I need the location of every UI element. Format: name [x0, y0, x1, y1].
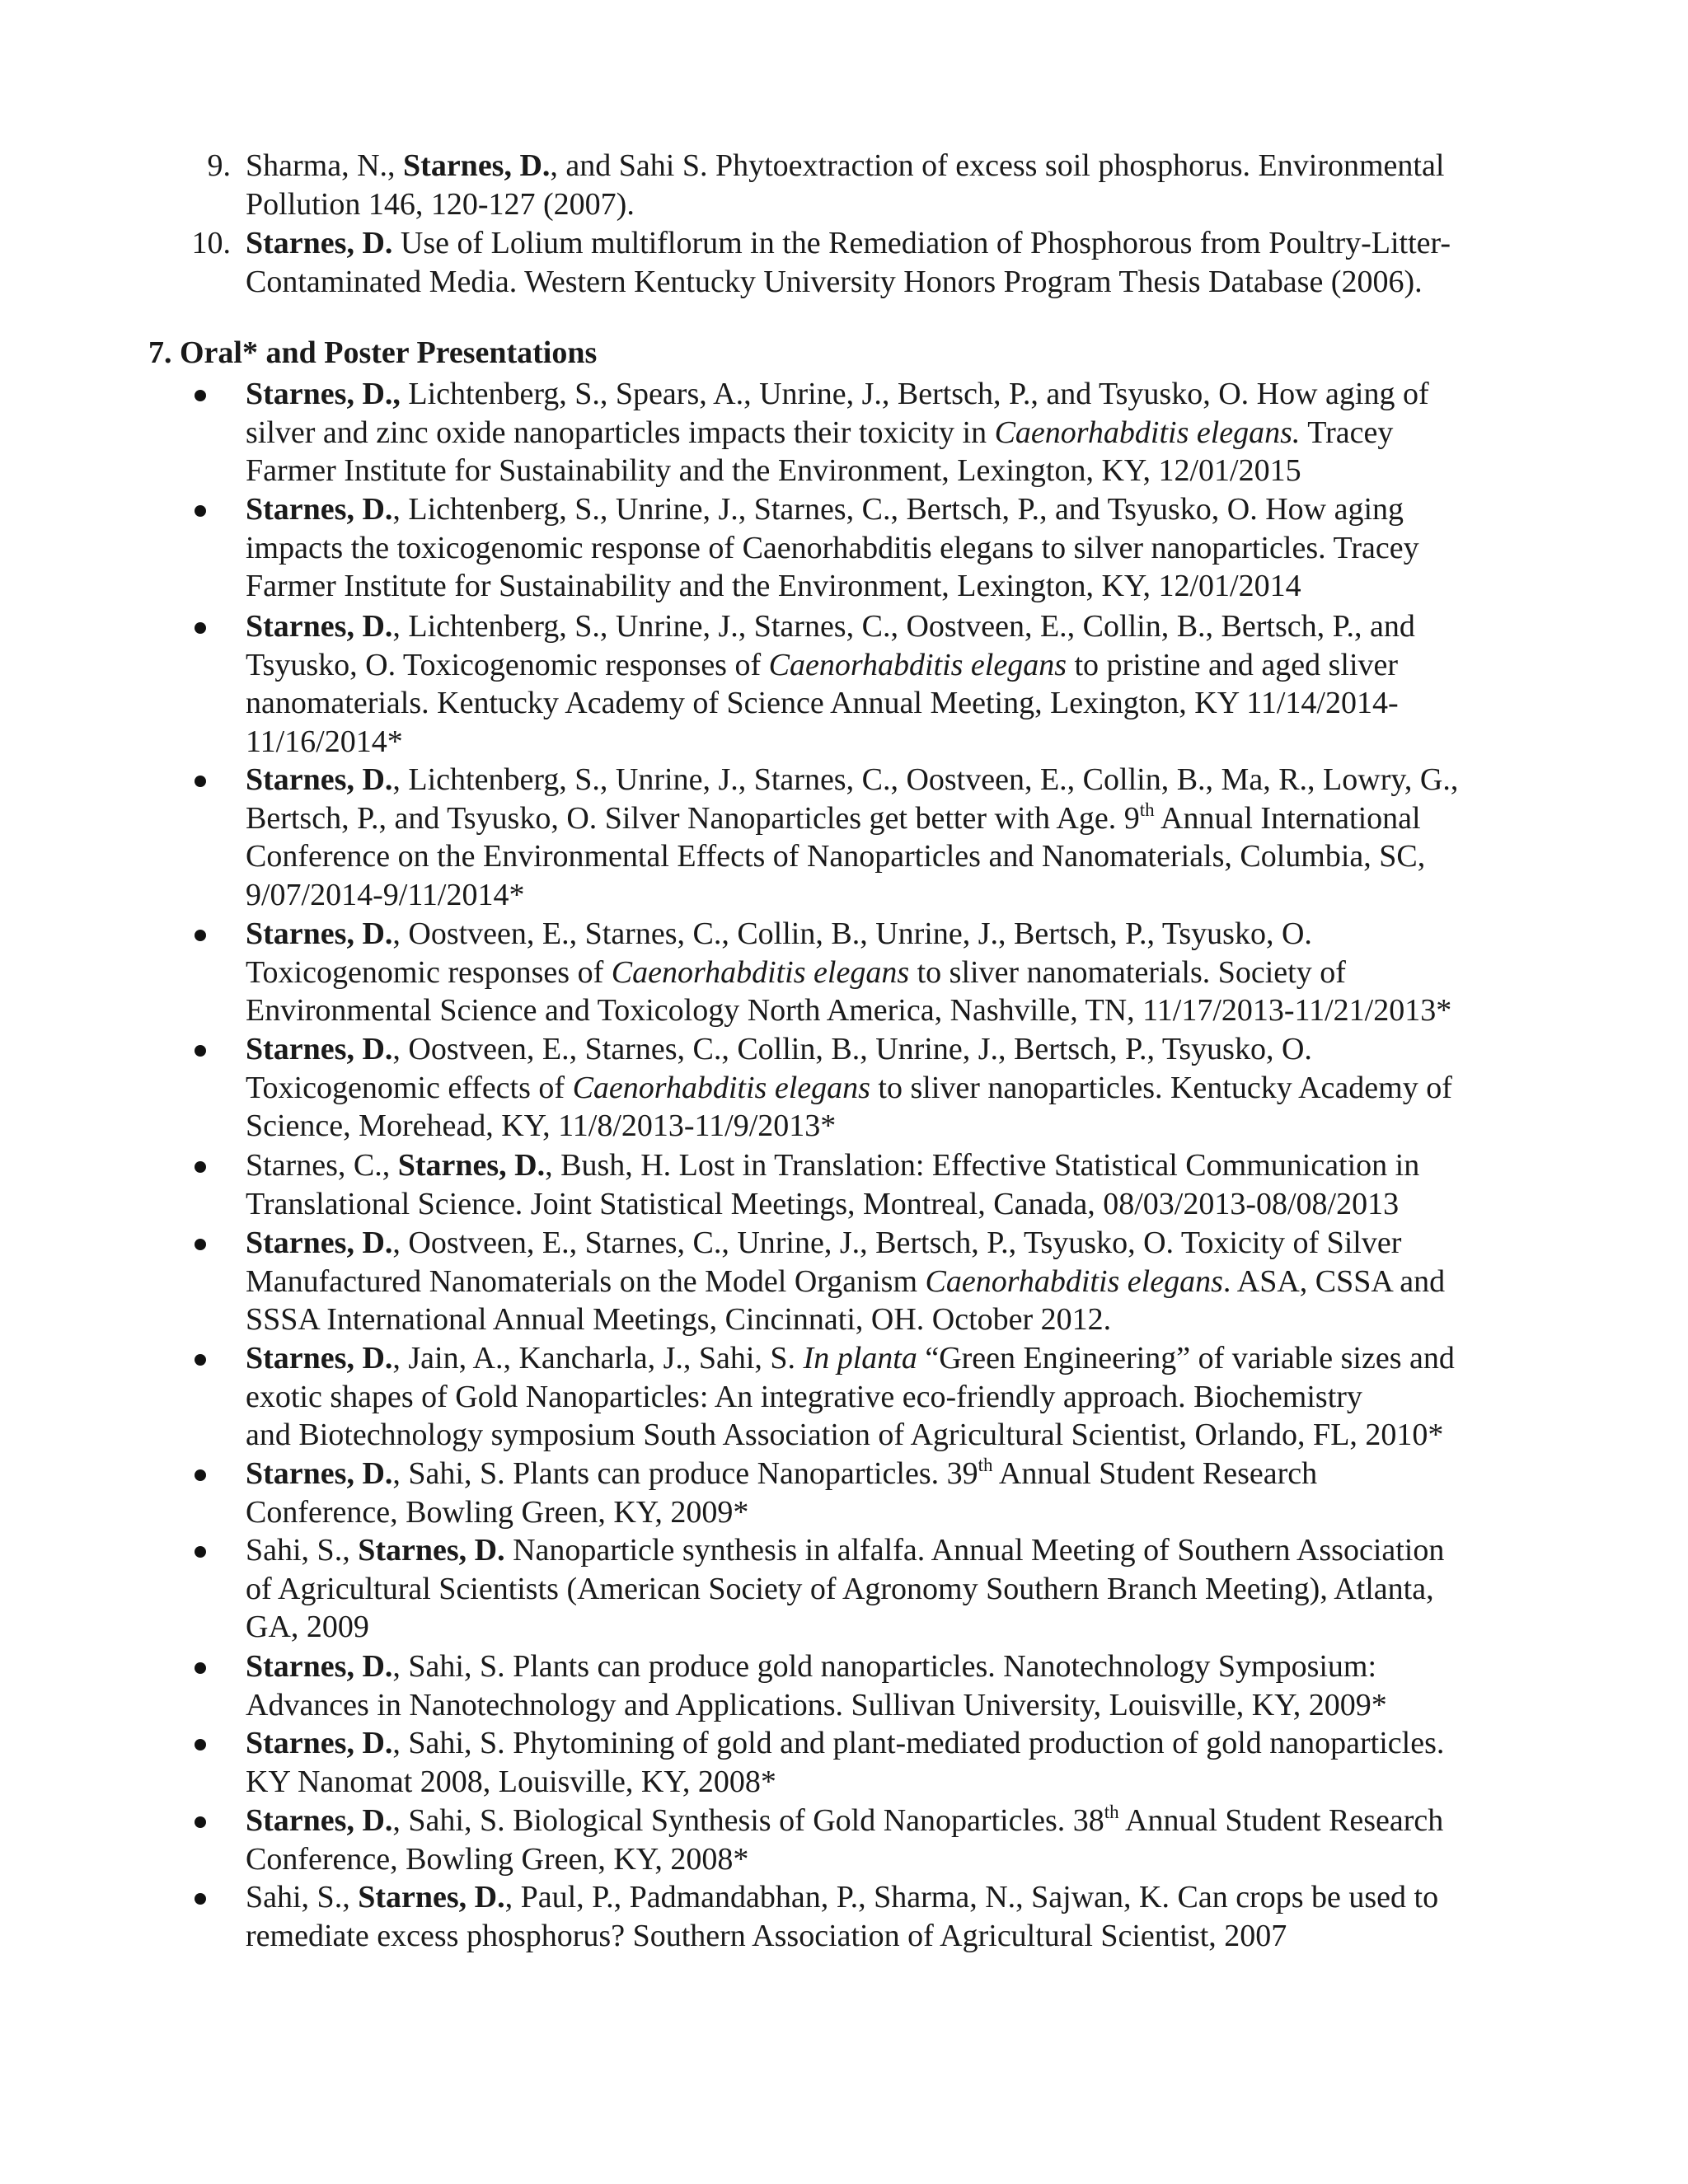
author-highlight: Starnes, D. — [246, 1341, 393, 1376]
publication-entry — [246, 224, 1531, 301]
text-line — [246, 1339, 1531, 1378]
bullet-icon — [195, 1354, 206, 1366]
superscript: th — [1104, 1802, 1119, 1822]
bullet-icon — [195, 1893, 206, 1905]
italic-text: Caenorhabditis elegans — [572, 1070, 870, 1105]
text-line — [246, 1802, 1531, 1840]
author-highlight: Starnes, D. — [246, 492, 393, 527]
text-segment: SSSA International Annual Meetings, Cincinnati, OH. October 2012. — [246, 1302, 1112, 1337]
text-segment: KY Nanomat 2008, Louisville, KY, 2008* — [246, 1764, 776, 1799]
presentation-entry — [246, 607, 1531, 761]
text-segment: to sliver nanomaterials. Society of — [909, 954, 1346, 990]
text-segment: , Lichtenberg, S., Unrine, J., Starnes, C., Oostveen, E., Collin, B., Bertsch, P., and — [392, 609, 1415, 644]
text-line — [246, 1763, 1531, 1802]
text-line — [246, 1570, 1531, 1609]
text-line — [246, 607, 1531, 646]
text-line — [246, 490, 1531, 529]
bullet-icon — [195, 1161, 206, 1173]
text-segment: and Biotechnology symposium South Association of Agricultural Scientist, Orlando, FL, 2010* — [246, 1418, 1444, 1452]
text-segment: Nanoparticle synthesis in alfalfa. Annual Meeting of Southern Association — [504, 1533, 1445, 1568]
text-line — [246, 263, 1531, 302]
presentation-entry — [246, 1455, 1531, 1531]
text-line — [246, 1531, 1531, 1570]
text-line — [246, 452, 1531, 490]
author-highlight: Starnes, D. — [246, 226, 393, 260]
text-line — [246, 954, 1531, 992]
text-segment: Science, Morehead, KY, 11/8/2013-11/9/2013* — [246, 1108, 837, 1143]
bullet-icon — [195, 776, 206, 787]
text-segment: Advances in Nanotechnology and Applications. Sullivan University, Louisville, KY, 2009* — [246, 1687, 1387, 1722]
text-line — [246, 876, 1531, 915]
superscript: th — [1139, 799, 1155, 820]
text-line — [246, 1416, 1531, 1455]
text-line — [246, 1840, 1531, 1879]
text-segment: Toxicogenomic effects of — [246, 1070, 573, 1105]
text-line — [246, 1224, 1531, 1263]
text-segment: Farmer Institute for Sustainability and the Environment, Lexington, KY, 12/01/2015 — [246, 453, 1301, 488]
presentation-entry — [246, 915, 1531, 1030]
text-segment: , Jain, A., Kancharla, J., Sahi, S. — [392, 1341, 804, 1376]
presentation-entry — [246, 1802, 1531, 1878]
author-highlight: Starnes, D. — [246, 1649, 393, 1684]
text-segment: , Lichtenberg, S., Unrine, J., Starnes, C., Oostveen, E., Collin, B., Ma, R., Lowry, G., — [392, 762, 1459, 797]
text-line — [246, 1185, 1531, 1224]
text-segment: , and Sahi S. Phytoextraction of excess soil phosphorus. Environmental — [550, 148, 1445, 183]
text-segment: Lichtenberg, S., Spears, A., Unrine, J., Bertsch, P., and Tsyusko, O. How aging of — [400, 377, 1429, 411]
text-segment: , Oostveen, E., Starnes, C., Collin, B., Unrine, J., Bertsch, P., Tsyusko, O. — [392, 916, 1312, 951]
text-line — [246, 991, 1531, 1030]
author-highlight: Starnes, D. — [246, 916, 393, 951]
text-segment: , Sahi, S. Biological Synthesis of Gold Nanoparticles. 38 — [392, 1803, 1104, 1838]
text-segment: Contaminated Media. Western Kentucky University Honors Program Thesis Database (2006). — [246, 264, 1423, 299]
text-segment: Annual Student Research — [992, 1456, 1318, 1491]
text-segment: Annual International — [1154, 800, 1421, 836]
author-highlight: Starnes, D. — [358, 1533, 505, 1568]
publication-number: 10. — [191, 226, 231, 260]
italic-text: Caenorhabditis elegans. — [994, 415, 1301, 450]
author-highlight: Starnes, D. — [397, 1148, 546, 1183]
text-segment: 9/07/2014-9/11/2014* — [246, 877, 525, 912]
text-segment: , Sahi, S. Plants can produce Nanoparticles. 39 — [392, 1456, 978, 1491]
author-highlight: Starnes, D. — [246, 1032, 393, 1066]
text-segment: . ASA, CSSA and — [1222, 1263, 1446, 1299]
text-line — [246, 646, 1531, 685]
bullet-icon — [195, 1546, 206, 1558]
bullet-icon — [195, 622, 206, 634]
text-line — [246, 723, 1531, 762]
text-line — [246, 1878, 1531, 1917]
text-segment: Conference on the Environmental Effects of Nanoparticles and Nanomaterials, Columbia, SC, — [246, 839, 1426, 874]
text-line — [246, 1724, 1531, 1763]
text-line — [246, 414, 1531, 452]
text-segment: Bertsch, P., and Tsyusko, O. Silver Nanoparticles get better with Age. 9 — [246, 800, 1140, 836]
text-segment: “Green Engineering” of variable sizes and — [917, 1341, 1455, 1376]
text-line — [246, 185, 1531, 224]
bullet-icon — [195, 1045, 206, 1057]
text-line — [246, 799, 1531, 838]
text-segment: Sahi, S., — [246, 1533, 359, 1568]
italic-text: Caenorhabditis elegans — [925, 1263, 1223, 1299]
text-line — [246, 1263, 1531, 1301]
author-highlight: Starnes, D. — [358, 1880, 505, 1915]
text-segment: Pollution 146, 120-127 (2007). — [246, 186, 635, 222]
author-highlight: Starnes, D. — [246, 1726, 393, 1760]
text-segment: Annual Student Research — [1118, 1803, 1444, 1838]
text-segment: impacts the toxicogenomic response of Caenorhabditis elegans to silver nanoparticles. Tracey — [246, 530, 1419, 565]
bullet-icon — [195, 1739, 206, 1750]
text-line — [246, 1493, 1531, 1532]
text-segment: , Oostveen, E., Starnes, C., Unrine, J., Bertsch, P., Tsyusko, O. Toxicity of Silver — [392, 1226, 1402, 1260]
text-segment: 11/16/2014* — [246, 724, 403, 759]
text-segment: Manufactured Nanomaterials on the Model Organism — [246, 1263, 926, 1299]
author-highlight: Starnes, D. — [246, 762, 393, 797]
text-segment: Starnes, C., — [246, 1148, 398, 1183]
text-line — [246, 1069, 1531, 1108]
text-line — [246, 1146, 1531, 1185]
bullet-icon — [195, 1816, 206, 1828]
text-line — [246, 684, 1531, 723]
text-segment: Translational Science. Joint Statistical Meetings, Montreal, Canada, 08/03/2013-08/08/2013 — [246, 1186, 1400, 1221]
presentation-entry — [246, 761, 1531, 914]
author-highlight: Starnes, D. — [403, 148, 551, 183]
bullet-icon — [195, 1662, 206, 1674]
presentation-entry — [246, 1531, 1531, 1647]
text-line — [246, 375, 1531, 414]
bullet-icon — [195, 390, 206, 401]
bullet-icon — [195, 1239, 206, 1250]
text-segment: Sharma, N., — [246, 148, 404, 183]
presentation-entry — [246, 1724, 1531, 1801]
text-line — [246, 147, 1531, 185]
bullet-icon — [195, 1469, 206, 1481]
text-segment: Farmer Institute for Sustainability and the Environment, Lexington, KY, 12/01/2014 — [246, 569, 1301, 603]
bullet-icon — [195, 505, 206, 517]
presentation-entry — [246, 1224, 1531, 1339]
text-segment: to pristine and aged sliver — [1067, 647, 1399, 682]
text-segment: , Bush, H. Lost in Translation: Effective Statistical Communication in — [545, 1148, 1420, 1183]
text-segment: of Agricultural Scientists (American Society of Agronomy Southern Branch Meeting), Atlanta, — [246, 1571, 1434, 1606]
text-segment: Tracey — [1300, 415, 1394, 450]
text-segment: nanomaterials. Kentucky Academy of Science Annual Meeting, Lexington, KY 11/14/2014- — [246, 686, 1399, 720]
publication-entry — [246, 147, 1531, 223]
text-segment: Use of Lolium multiflorum in the Remediation of Phosphorous from Poultry-Litter- — [392, 226, 1451, 260]
presentation-entry — [246, 1339, 1531, 1455]
author-highlight: Starnes, D. — [246, 609, 393, 644]
author-highlight: Starnes, D., — [246, 377, 401, 411]
text-segment: silver and zinc oxide nanoparticles impacts their toxicity in — [246, 415, 995, 450]
text-line — [246, 529, 1531, 568]
italic-text: In planta — [803, 1341, 917, 1376]
text-line — [246, 224, 1531, 263]
text-line — [246, 1030, 1531, 1069]
section-heading: 7. Oral* and Poster Presentations — [148, 335, 598, 370]
text-line — [246, 915, 1531, 954]
author-highlight: Starnes, D. — [246, 1226, 393, 1260]
text-line — [246, 1455, 1531, 1493]
text-segment: , Oostveen, E., Starnes, C., Collin, B., Unrine, J., Bertsch, P., Tsyusko, O. — [392, 1032, 1312, 1066]
text-line — [246, 1647, 1531, 1686]
text-line — [246, 1107, 1531, 1146]
text-segment: Conference, Bowling Green, KY, 2008* — [246, 1841, 749, 1877]
text-line — [246, 1686, 1531, 1725]
presentation-entry — [246, 375, 1531, 490]
text-segment: exotic shapes of Gold Nanoparticles: An integrative eco-friendly approach. Biochemistry — [246, 1379, 1362, 1414]
text-segment: Environmental Science and Toxicology North America, Nashville, TN, 11/17/2013-11/21/2013* — [246, 993, 1452, 1028]
text-line — [246, 761, 1531, 799]
presentation-entry — [246, 1878, 1531, 1955]
text-line — [246, 1917, 1531, 1956]
text-segment: , Sahi, S. Plants can produce gold nanoparticles. Nanotechnology Symposium: — [392, 1649, 1377, 1684]
text-segment: Sahi, S., — [246, 1880, 359, 1915]
text-segment: to sliver nanoparticles. Kentucky Academy of — [870, 1070, 1452, 1105]
superscript: th — [978, 1455, 993, 1475]
presentation-entry — [246, 1030, 1531, 1146]
publication-number: 9. — [207, 148, 231, 183]
author-highlight: Starnes, D. — [246, 1803, 393, 1838]
presentation-entry — [246, 1647, 1531, 1724]
bullet-icon — [195, 930, 206, 941]
text-segment: GA, 2009 — [246, 1610, 369, 1644]
italic-text: Caenorhabditis elegans — [611, 954, 910, 990]
presentation-entry — [246, 1146, 1531, 1223]
text-line — [246, 1378, 1531, 1417]
text-segment: Toxicogenomic responses of — [246, 954, 612, 990]
text-segment: , Sahi, S. Phytomining of gold and plant-mediated production of gold nanoparticles. — [392, 1726, 1445, 1760]
author-highlight: Starnes, D. — [246, 1456, 393, 1491]
text-segment: , Lichtenberg, S., Unrine, J., Starnes, C., Bertsch, P., and Tsyusko, O. How aging — [392, 492, 1404, 527]
text-segment: , Paul, P., Padmandabhan, P., Sharma, N., Sajwan, K. Can crops be used to — [504, 1880, 1439, 1915]
text-line — [246, 567, 1531, 606]
text-segment: Tsyusko, O. Toxicogenomic responses of — [246, 647, 769, 682]
text-segment: remediate excess phosphorus? Southern Association of Agricultural Scientist, 2007 — [246, 1918, 1287, 1953]
text-line — [246, 837, 1531, 876]
italic-text: Caenorhabditis elegans — [768, 647, 1067, 682]
presentation-entry — [246, 490, 1531, 606]
text-line — [246, 1301, 1531, 1339]
text-line — [246, 1608, 1531, 1647]
text-segment: Conference, Bowling Green, KY, 2009* — [246, 1494, 749, 1530]
